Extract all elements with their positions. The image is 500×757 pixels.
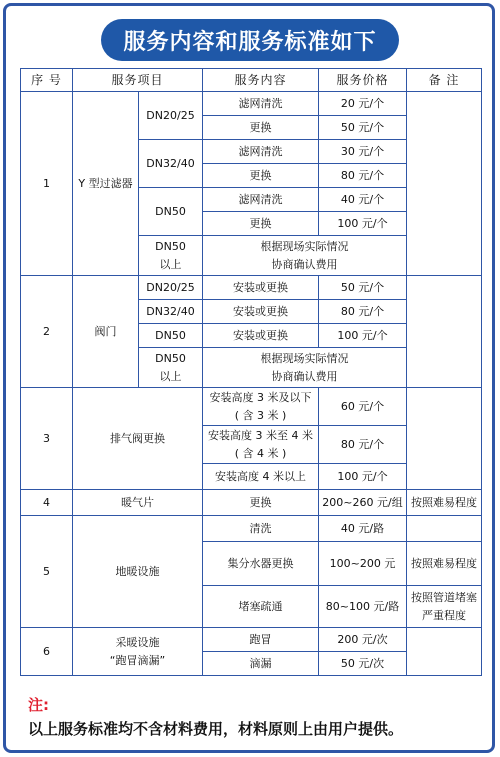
cell-dn: DN20/25 <box>139 92 203 140</box>
dn-line: 以上 <box>159 369 182 383</box>
cell-content: 安装或更换 <box>203 300 319 324</box>
cell-price: 80~100 元/路 <box>319 586 407 628</box>
cell-price: 60 元/个 <box>319 388 407 426</box>
cell-item <box>73 628 203 676</box>
cell-content: 集分水器更换 <box>203 542 319 586</box>
cell-remark <box>407 276 482 388</box>
cell-no: 5 <box>21 516 73 628</box>
cell-price: 80 元/个 <box>319 300 407 324</box>
note-heading: 注: <box>28 696 49 714</box>
header-price: 服务价格 <box>319 69 407 92</box>
cell-remark <box>407 388 482 490</box>
cell-price: 40 元/个 <box>319 188 407 212</box>
cell-dn: DN32/40 <box>139 300 203 324</box>
cell-price: 100~200 元 <box>319 542 407 586</box>
cell-remark <box>407 516 482 542</box>
cell-price: 100 元/个 <box>319 464 407 490</box>
content-line: ( 含 3 米 ) <box>234 408 287 422</box>
cell-content: 更换 <box>203 490 319 516</box>
cell-content: 更换 <box>203 212 319 236</box>
negotiate-line: 根据现场实际情况 <box>260 351 349 365</box>
cell-remark <box>407 628 482 676</box>
cell-content <box>203 426 319 464</box>
cell-price: 80 元/个 <box>319 426 407 464</box>
cell-content: 安装或更换 <box>203 324 319 348</box>
cell-price: 50 元/个 <box>319 116 407 140</box>
header-item: 服务项目 <box>73 69 203 92</box>
service-table <box>20 68 482 676</box>
cell-no: 3 <box>21 388 73 490</box>
cell-price: 40 元/路 <box>319 516 407 542</box>
table-row <box>21 628 482 652</box>
cell-price: 50 元/次 <box>319 652 407 676</box>
table-header-row <box>21 69 482 92</box>
cell-negotiate <box>203 348 407 388</box>
cell-content: 安装高度 4 米以上 <box>203 464 319 490</box>
header-remark: 备 注 <box>407 69 482 92</box>
table-row <box>21 276 482 300</box>
content-line: 安装高度 3 米及以下 <box>209 390 312 404</box>
cell-content: 安装或更换 <box>203 276 319 300</box>
table-row <box>21 516 482 542</box>
cell-remark <box>407 92 482 276</box>
cell-no: 1 <box>21 92 73 276</box>
cell-dn: DN50 <box>139 324 203 348</box>
cell-content: 滴漏 <box>203 652 319 676</box>
header-content: 服务内容 <box>203 69 319 92</box>
cell-content: 滤网清洗 <box>203 140 319 164</box>
table-row <box>21 490 482 516</box>
dn-line: DN50 <box>155 351 186 365</box>
cell-no: 2 <box>21 276 73 388</box>
cell-dn: DN20/25 <box>139 276 203 300</box>
cell-item: 地暖设施 <box>73 516 203 628</box>
table-row <box>21 388 482 426</box>
cell-content <box>203 388 319 426</box>
page-title: 服务内容和服务标准如下 <box>101 19 399 61</box>
remark-line: 严重程度 <box>422 608 467 622</box>
cell-content: 跑冒 <box>203 628 319 652</box>
cell-remark <box>407 586 482 628</box>
cell-price: 200~260 元/组 <box>319 490 407 516</box>
cell-item: 排气阀更换 <box>73 388 203 490</box>
cell-price: 30 元/个 <box>319 140 407 164</box>
cell-price: 50 元/个 <box>319 276 407 300</box>
cell-dn <box>139 348 203 388</box>
dn-line: DN50 <box>155 239 186 253</box>
cell-content: 清洗 <box>203 516 319 542</box>
cell-price: 80 元/个 <box>319 164 407 188</box>
note-text: 以上服务标准均不含材料费用，材料原则上由用户提供。 <box>28 720 404 738</box>
cell-content: 更换 <box>203 116 319 140</box>
cell-no: 4 <box>21 490 73 516</box>
negotiate-line: 协商确认费用 <box>271 369 338 383</box>
cell-price: 200 元/次 <box>319 628 407 652</box>
cell-price: 20 元/个 <box>319 92 407 116</box>
cell-dn: DN32/40 <box>139 140 203 188</box>
dn-line: 以上 <box>159 257 182 271</box>
cell-item: 暖气片 <box>73 490 203 516</box>
content-line: ( 含 4 米 ) <box>234 446 287 460</box>
cell-item: Y 型过滤器 <box>73 92 139 276</box>
cell-dn <box>139 236 203 276</box>
cell-no: 6 <box>21 628 73 676</box>
cell-content: 更换 <box>203 164 319 188</box>
remark-line: 按照管道堵塞 <box>411 590 478 604</box>
item-line: 采暖设施 <box>115 635 160 649</box>
cell-remark: 按照难易程度 <box>407 542 482 586</box>
cell-price: 100 元/个 <box>319 324 407 348</box>
negotiate-line: 协商确认费用 <box>271 257 338 271</box>
content-line: 安装高度 3 米至 4 米 <box>208 428 313 442</box>
table-row <box>21 92 482 116</box>
negotiate-line: 根据现场实际情况 <box>260 239 349 253</box>
cell-remark: 按照难易程度 <box>407 490 482 516</box>
cell-dn: DN50 <box>139 188 203 236</box>
cell-price: 100 元/个 <box>319 212 407 236</box>
header-no: 序 号 <box>21 69 73 92</box>
cell-content: 滤网清洗 <box>203 92 319 116</box>
cell-negotiate <box>203 236 407 276</box>
cell-content: 堵塞疏通 <box>203 586 319 628</box>
item-line: “跑冒滴漏” <box>109 653 166 667</box>
cell-content: 滤网清洗 <box>203 188 319 212</box>
cell-item: 阀门 <box>73 276 139 388</box>
